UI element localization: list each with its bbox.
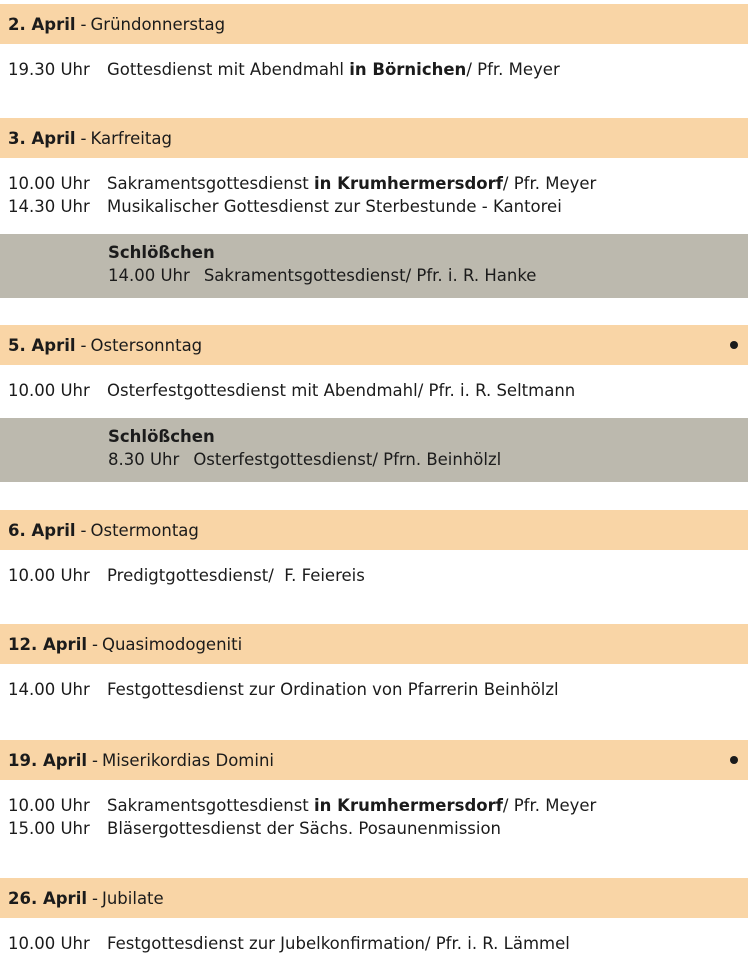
service-line [8,933,570,955]
annex-time: 8.30 Uhr [108,450,180,469]
header-separator: - [80,14,87,34]
service-line [8,173,596,195]
day-name: Ostermontag [90,520,199,540]
day-header [0,624,748,664]
day-name: Jubilate [101,888,164,908]
service-time: 14.30 Uhr [8,197,90,216]
service-text: Sakramentsgottesdienst [107,796,315,815]
day-header [0,118,748,158]
day-date: 12. April [8,634,88,654]
day-header [0,878,748,918]
service-location: in Krumhermersdorf [314,174,503,193]
service-pastor: / Pfr. Meyer [502,174,597,193]
annex-time: 14.00 Uhr [108,266,190,285]
day-date: 2. April [8,14,76,34]
service-pastor: / Pfr. Meyer [502,796,597,815]
annex-block [0,234,748,298]
service-time: 19.30 Uhr [8,60,90,79]
day-name: Gründonnerstag [90,14,226,34]
service-line [8,818,501,840]
service-text: Predigtgottesdienst/ F. Feiereis [107,566,365,585]
header-separator: - [80,520,87,540]
day-name: Ostersonntag [90,335,203,355]
service-line [8,679,559,701]
service-time: 10.00 Uhr [8,381,90,400]
day-name: Quasimodogeniti [101,634,243,654]
header-separator: - [80,128,87,148]
header-separator: - [92,750,98,770]
service-pastor: / Pfr. Meyer [466,60,560,79]
day-name: Miserikordias Domini [101,750,274,770]
annex-title: Schlößchen [108,243,215,262]
service-text: Sakramentsgottesdienst [107,174,315,193]
service-line [8,565,365,587]
service-line [8,59,560,81]
service-time: 10.00 Uhr [8,566,90,585]
day-header [0,4,748,44]
annex-title: Schlößchen [108,427,215,446]
day-header [0,740,748,780]
header-separator: - [92,634,98,654]
service-location: in Börnichen [349,60,467,79]
service-text: Festgottesdienst zur Ordination von Pfarrerin Beinhölzl [107,680,559,699]
service-line [8,795,596,817]
header-separator: - [92,888,98,908]
service-time: 15.00 Uhr [8,819,90,838]
day-date: 5. April [8,335,76,355]
annex-entry [108,449,501,471]
annex-entry [108,265,536,287]
service-time: 14.00 Uhr [8,680,90,699]
bullet-marker [730,341,738,349]
service-text: Gottesdienst mit Abendmahl [107,60,350,79]
bullet-marker [730,756,738,764]
annex-text: Sakramentsgottesdienst/ Pfr. i. R. Hanke [203,266,537,285]
service-time: 10.00 Uhr [8,796,90,815]
service-time: 10.00 Uhr [8,934,90,953]
service-text: Osterfestgottesdienst mit Abendmahl/ Pfr. i. R. Seltmann [107,381,576,400]
service-text: Musikalischer Gottesdienst zur Sterbestunde - Kantorei [107,197,562,216]
day-header [0,510,748,550]
day-date: 26. April [8,888,88,908]
day-date: 6. April [8,520,76,540]
header-separator: - [80,335,87,355]
annex-text: Osterfestgottesdienst/ Pfrn. Beinhölzl [193,450,502,469]
day-date: 3. April [8,128,76,148]
service-line [8,196,562,218]
day-date: 19. April [8,750,88,770]
service-line [8,380,575,402]
service-text: Festgottesdienst zur Jubelkonfirmation/ Pfr. i. R. Lämmel [107,934,570,953]
service-text: Bläsergottesdienst der Sächs. Posaunenmission [107,819,502,838]
service-location: in Krumhermersdorf [314,796,503,815]
day-name: Karfreitag [90,128,172,148]
annex-block [0,418,748,482]
day-header [0,325,748,365]
service-time: 10.00 Uhr [8,174,90,193]
